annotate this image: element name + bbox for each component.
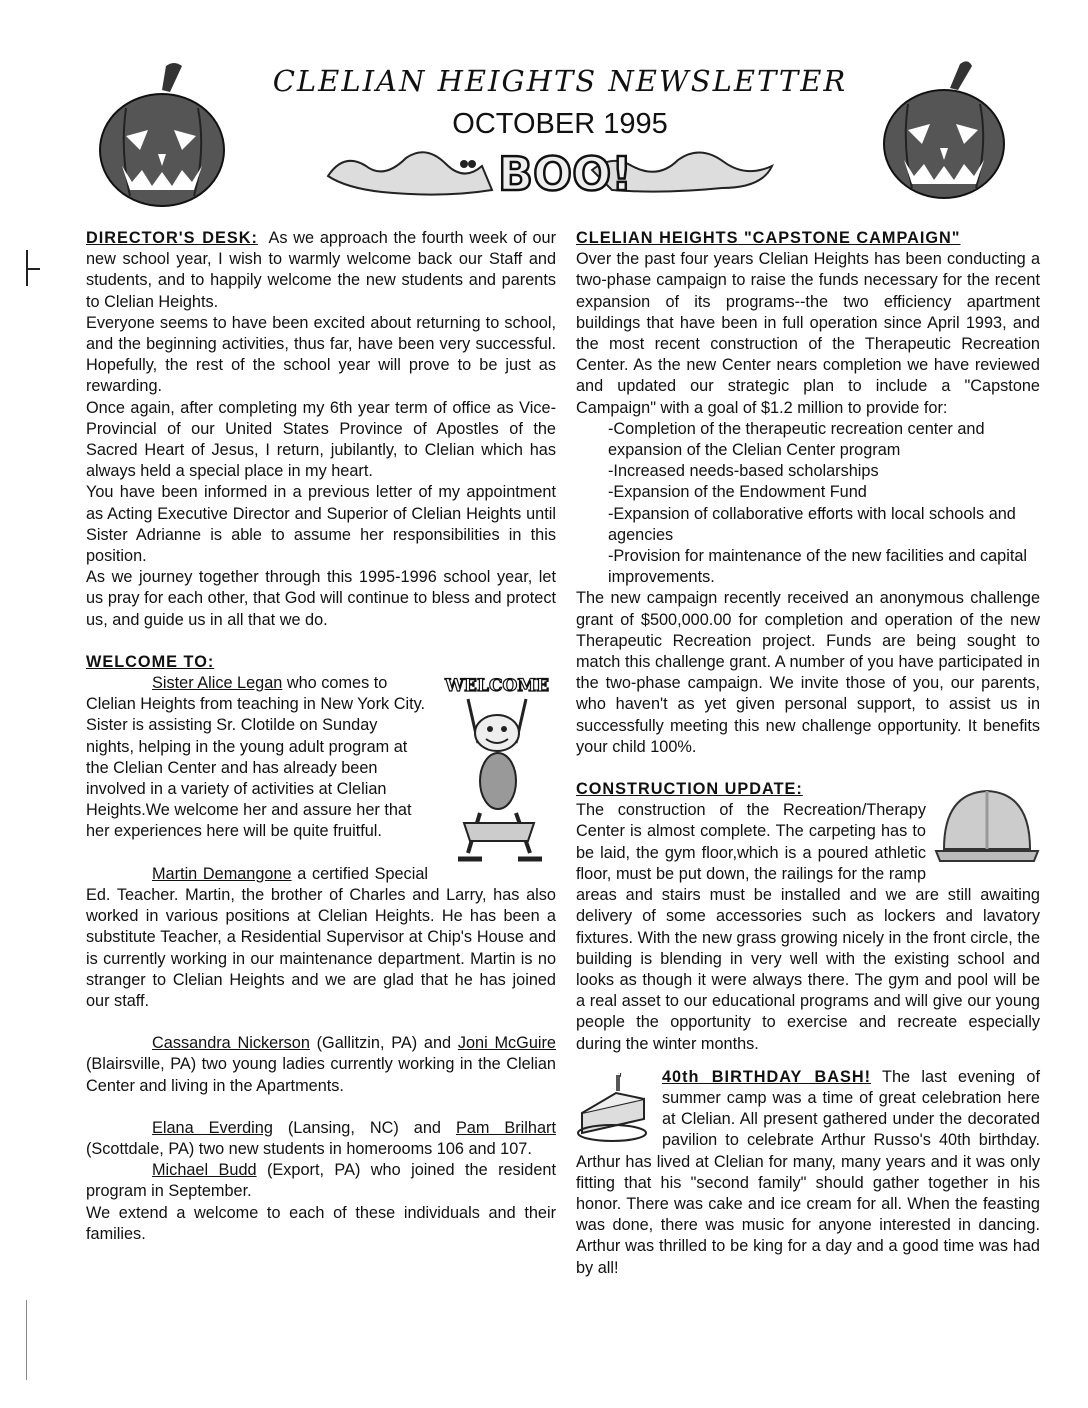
construction-heading: CONSTRUCTION UPDATE:: [576, 780, 803, 799]
birthday-heading: 40th BIRTHDAY BASH!: [662, 1067, 871, 1086]
welcome-elana-pam: [86, 1118, 556, 1160]
cassandra-text: (Gallitzin, PA) and: [309, 1034, 458, 1053]
construction-section: [576, 779, 1040, 1055]
birthday-section: [576, 1067, 1040, 1279]
capstone-goal-item: -Provision for maintenance of the new facilities and capital improvements.: [608, 547, 1028, 587]
alice-name: Sister Alice Legan: [152, 674, 283, 693]
directors-desk-heading: DIRECTOR'S DESK:: [86, 229, 258, 247]
welcome-heading: WELCOME TO:: [86, 652, 215, 671]
hard-hat-icon: [934, 779, 1040, 869]
newsletter-date: OCTOBER 1995: [452, 108, 668, 140]
welcome-martin: [86, 864, 556, 1012]
directors-desk-intro: [86, 228, 556, 313]
capstone-goal-item: -Increased needs-based scholarships: [608, 462, 879, 481]
directors-desk-p4: You have been informed in a previous letter of my appointment as Acting Executive Director and Superior of Clelian Heights until Sister Adrianne is able to assume her responsibilities in this position.: [86, 483, 556, 566]
capstone-goal-item: -Completion of the therapeutic recreation center and expansion of the Clelian Center program: [608, 419, 985, 460]
capstone-goal-item: -Expansion of collaborative efforts with local schools and agencies: [608, 504, 1016, 544]
directors-desk-p2: Everyone seems to have been excited about returning to school, and the beginning activities, thus far, have been very successful. Hopefully, the rest of the school year will prove to be just as rewarding.: [86, 313, 556, 396]
jack-o-lantern-left-icon: [96, 58, 228, 208]
newsletter-title: CLELIAN HEIGHTS NEWSLETTER: [272, 64, 848, 98]
michael-name: Michael Budd: [152, 1161, 257, 1180]
pam-text: (Scottdale, PA) two new students in homerooms 106 and 107.: [86, 1139, 532, 1158]
left-column: [86, 228, 556, 1245]
birthday-text: The last evening of summer camp was a time of great celebration here at Clelian. All present gathered under the decorated pavilion to celebrate Arthur Russo's 40th birthday. Arthur has lived at Clelian for many, many years and it was only fitting that his "second family" should gather together in his honor. There was cake and ice cream for all. When the feasting was done, there was music for anyone interested in dancing. Arthur was thrilled to be king for a day and a good time was had by all!: [576, 1067, 1040, 1277]
birthday-cake-icon: [576, 1073, 650, 1143]
welcome-cassandra-joni: [86, 1033, 556, 1097]
spacer: [576, 758, 1040, 779]
jack-o-lantern-right-icon: [880, 58, 1010, 200]
spacer: [86, 1012, 556, 1033]
right-column: [576, 228, 1040, 1279]
capstone-closing: The new campaign recently received an anonymous challenge grant of $500,000.00 for completion and operation of the new Therapeutic Recreation project. Funds are being sought to match this challenge grant. A number of you have participated in the two-phase campaign. We invite those of you, our parents, who haven't as yet given personal support, to assist us in successfully meeting this new challenge opportunity. It benefits your child 100%.: [576, 589, 1040, 756]
welcome-clown-icon: [438, 673, 556, 873]
alice-text: who comes to Clelian Heights from teaching in New York City. Sister is assisting Sr. Clotilde on Sunday nights, helping in the young adult program at the Clelian Center and has already been involved in a variety of activities at Clelian Heights.We welcome her and assure her that her experiences here will be quite fruitful.: [86, 674, 426, 841]
martin-name: Martin Demangone: [152, 864, 292, 883]
elana-name: Elana Everding: [152, 1118, 273, 1137]
pam-name: Pam Brilhart: [455, 1118, 556, 1137]
directors-desk-p3: Once again, after completing my 6th year term of office as Vice-Provincial of our United States Province of Apostles of the Sacred Heart of Jesus, I return, jubilantly, to Clelian which has always held a special place in my heart.: [86, 398, 556, 481]
capstone-heading: CLELIAN HEIGHTS "CAPSTONE CAMPAIGN": [576, 229, 961, 247]
joni-name: Joni McGuire: [457, 1034, 556, 1053]
spacer: [86, 631, 556, 652]
spacer: [576, 1055, 1040, 1067]
elana-text: (Lansing, NC) and: [272, 1118, 456, 1137]
welcome-art-text: WELCOME: [444, 676, 550, 697]
welcome-section: [86, 673, 556, 843]
cassandra-name: Cassandra Nickerson: [152, 1034, 310, 1053]
welcome-michael: [86, 1160, 556, 1202]
directors-desk-p5: As we journey together through this 1995-1996 school year, let us pray for each other, that God will continue to bless and protect us, and guide us in all that we do.: [86, 568, 556, 629]
construction-text: The construction of the Recreation/Therapy Center is almost complete. The carpeting has to be laid, the gym floor,which is a poured athletic floor, must be put down, the railings for the ramp areas and stairs must be installed and we are still awaiting delivery of some accessories such as lockers and lavatory fixtures. With the new grass growing nicely in the front circle, the building is blending in very well with the existing school and looks as though it were always there. The gym and pool will be a real asset to our educational programs and will give our young people the opportunity to exercise and recreate especially during the winter months.: [576, 801, 1040, 1053]
capstone-goals-list: [608, 419, 1040, 589]
capstone-goal-item: -Expansion of the Endowment Fund: [608, 483, 867, 502]
spacer: [86, 1097, 556, 1118]
capstone-intro: Over the past four years Clelian Heights has been conducting a two-phase campaign to raise the funds necessary for the recent expansion of its programs--the two efficiency apartment buildings that have been in full operation since April 1993, and the most recent construction of the Therapeutic Recreation Center. As the new Center nears completion we have reviewed and updated our strategic plan to include a "Capstone Campaign" with a goal of $1.2 million to provide for:: [576, 250, 1040, 417]
directors-desk-p1: As we approach the fourth week of our new school year, I wish to warmly welcome back our Staff and students, and to happily welcome the new students and parents to Clelian Heights.: [86, 229, 556, 311]
margin-line: [26, 1300, 27, 1380]
boo-text: BOO!: [498, 147, 633, 200]
boo-ghost-banner-icon: [322, 136, 778, 200]
martin-text: a certified Special Ed. Teacher. Martin, the brother of Charles and Larry, has also worked in various positions at Clelian Heights. He has been a substitute Teacher, a Residential Supervisor at Chip's House and is currently working in our maintenance department. Martin is no stranger to Clelian Heights and we are glad that he has joined our staff.: [86, 864, 556, 1010]
joni-text: (Blairsville, PA) two young ladies currently working in the Clelian Center and living in the Apartments.: [86, 1055, 556, 1095]
michael-text: (Export, PA) who joined the resident program in September.: [86, 1161, 556, 1201]
margin-mark-tick: [26, 268, 40, 270]
welcome-closing: We extend a welcome to each of these individuals and their families.: [86, 1203, 556, 1243]
